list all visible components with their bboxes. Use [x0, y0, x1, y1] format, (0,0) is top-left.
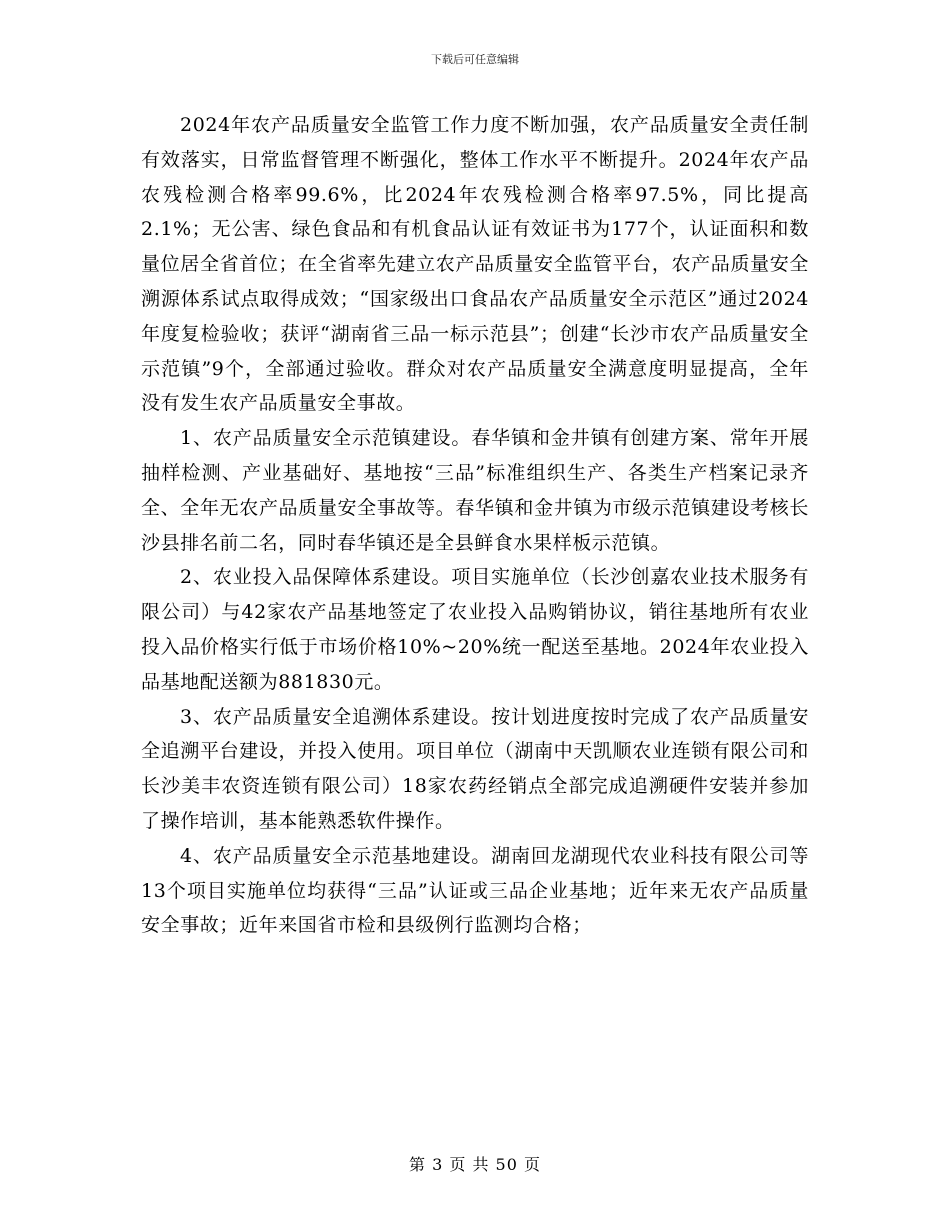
- paragraph-demo-base: 4、农产品质量安全示范基地建设。湖南回龙湖现代农业科技有限公司等13个项目实施单位均获得“三品”认证或三品企业基地；近年来无农产品质量安全事故；近年来国省市检和县级例行监测均合格；: [141, 844, 809, 937]
- paragraph-input-supply: 2、农业投入品保障体系建设。项目实施单位（长沙创嘉农业技术服务有限公司）与42家农产品基地签定了农业投入品购销协议，销往基地所有农业投入品价格实行低于市场价格10%~20%统一配送至基地。2024年农业投入品基地配送额为881830元。: [141, 566, 809, 693]
- paragraph-demo-town: 1、农产品质量安全示范镇建设。春华镇和金井镇有创建方案、常年开展抽样检测、产业基础好、基地按“三品”标准组织生产、各类生产档案记录齐全、全年无农产品质量安全事故等。春华镇和金井镇为市级示范镇建设考核长沙县排名前二名，同时春华镇还是全县鲜食水果样板示范镇。: [141, 427, 809, 554]
- paragraph-summary: 2024年农产品质量安全监管工作力度不断加强，农产品质量安全责任制有效落实，日常监督管理不断强化，整体工作水平不断提升。2024年农产品农残检测合格率99.6%，比2024年农残检测合格率97.5%，同比提高2.1%；无公害、绿色食品和有机食品认证有效证书为177个，认证面积和数量位居全省首位；在全省率先建立农产品质量安全监管平台，农产品质量安全溯源体系试点取得成效；“国家级出口食品农产品质量安全示范区”通过2024年度复检验收；获评“湖南省三品一标示范县”；创建“长沙市农产品质量安全示范镇”9个，全部通过验收。群众对农产品质量安全满意度明显提高，全年没有发生农产品质量安全事故。: [141, 114, 809, 415]
- page-footer: 第 3 页 共 50 页: [409, 1155, 541, 1174]
- document-body: [141, 108, 809, 943]
- page-header: 下载后可任意编辑: [431, 53, 519, 66]
- paragraph-traceability: 3、农产品质量安全追溯体系建设。按计划进度按时完成了农产品质量安全追溯平台建设，并投入使用。项目单位（湖南中天凯顺农业连锁有限公司和长沙美丰农资连锁有限公司）18家农药经销点全部完成追溯硬件安装并参加了操作培训，基本能熟悉软件操作。: [141, 705, 809, 832]
